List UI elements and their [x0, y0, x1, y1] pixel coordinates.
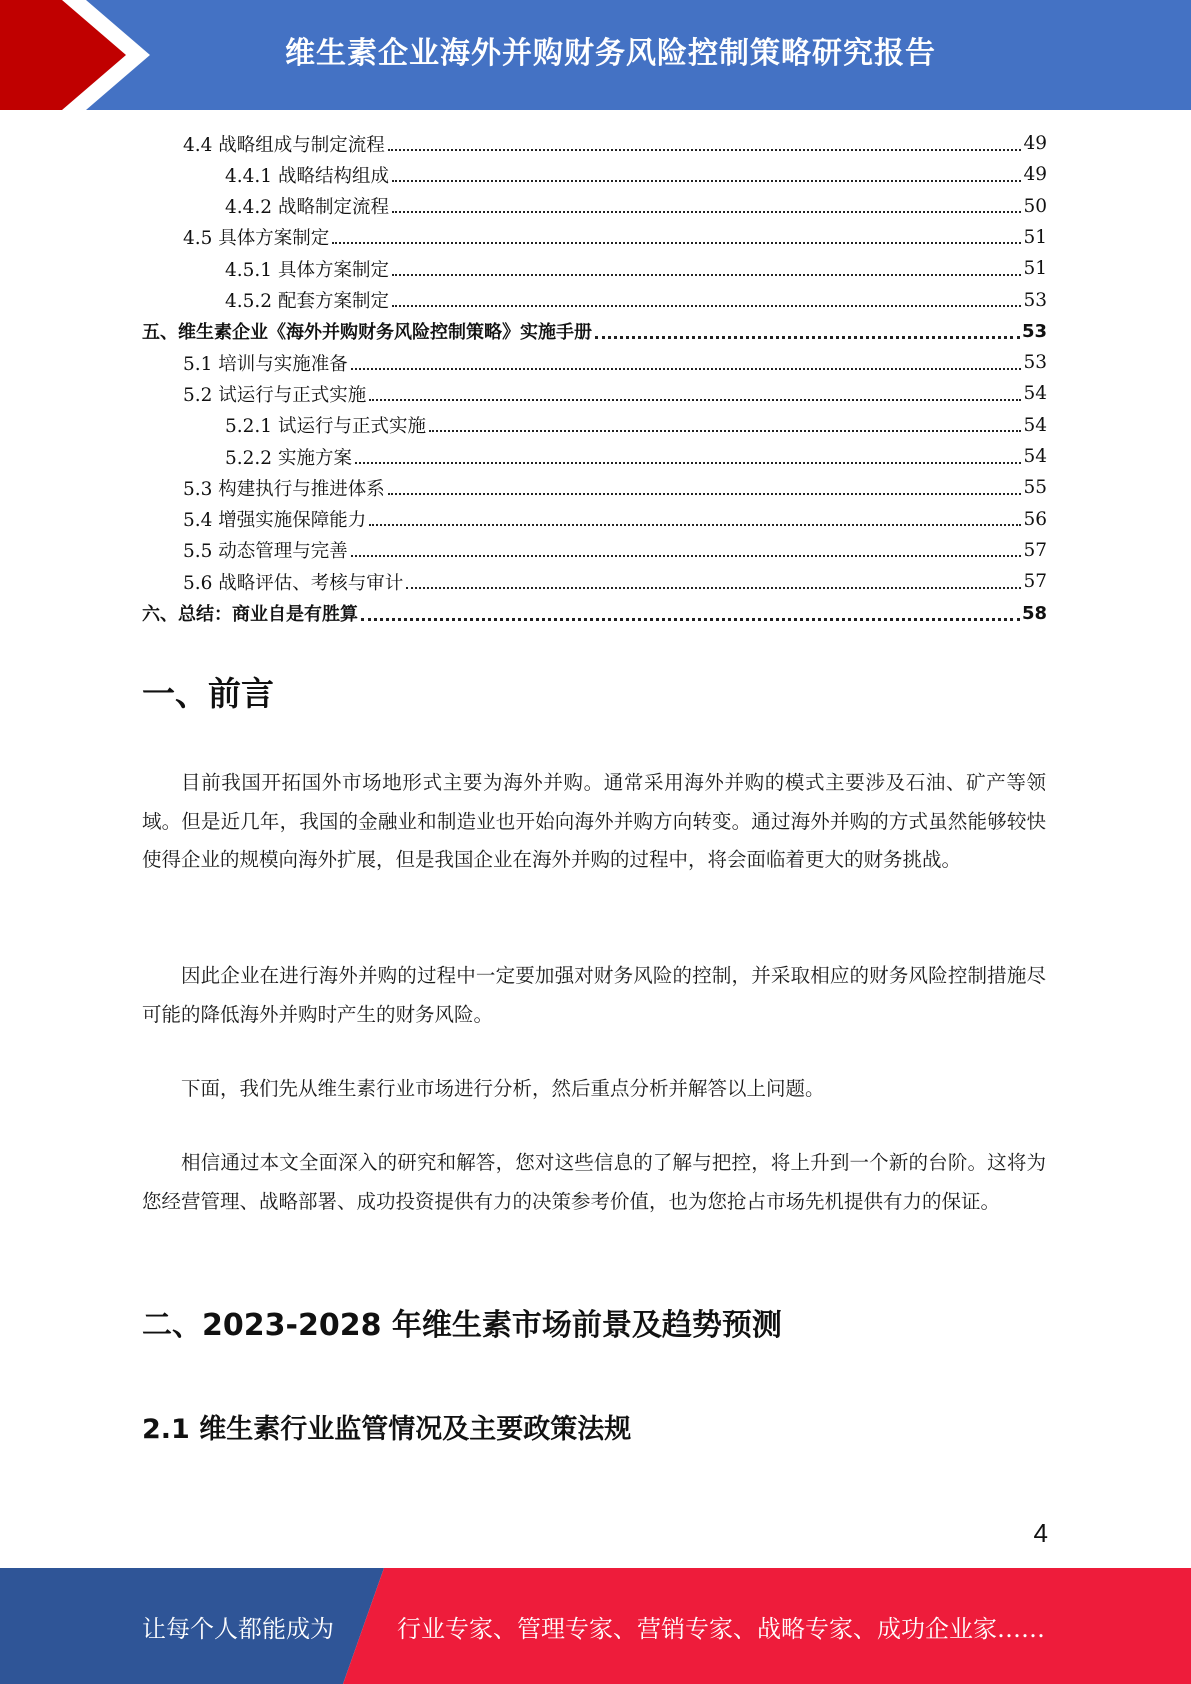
toc-entry-page: 50: [1023, 195, 1047, 217]
toc-entry[interactable]: [225, 410, 1047, 441]
paragraph: 目前我国开拓国外市场地形式主要为海外并购。通常采用海外并购的模式主要涉及石油、矿产等领域。但是近几年，我国的金融业和制造业也开始向海外并购方向转变。通过海外并购的方式虽然能够较快使得企业的规模向海外扩展，但是我国企业在海外并购的过程中，将会面临着更大的财务挑战。: [142, 771, 1046, 871]
toc-entry-label: 4.5.2 配套方案制定: [225, 291, 389, 312]
report-title: 维生素企业海外并购财务风险控制策略研究报告: [285, 36, 936, 71]
toc-entry-label: 5.4 增强实施保障能力: [183, 510, 367, 532]
toc-entry[interactable]: [183, 128, 1047, 159]
toc-entry-label: 5.2.1 试运行与正式实施: [225, 416, 426, 438]
toc-entry-label: 4.5 具体方案制定: [183, 228, 330, 250]
toc-leader-dots: [429, 430, 1021, 432]
toc-entry-page: 49: [1023, 164, 1047, 186]
toc-entry-page: 53: [1021, 320, 1047, 342]
toc-entry-label: 4.4.2 战略制定流程: [225, 197, 389, 219]
toc-leader-dots: [332, 242, 1021, 244]
toc-entry-page: 53: [1023, 352, 1047, 374]
toc-entry-label: 五、维生素企业《海外并购财务风险控制策略》实施手册: [142, 322, 592, 344]
toc-entry[interactable]: [183, 566, 1047, 597]
toc-entry[interactable]: [183, 222, 1047, 253]
toc-entry-label: 5.2.2 实施方案: [225, 447, 352, 469]
toc-leader-dots: [351, 555, 1022, 557]
toc-entry-page: 54: [1023, 446, 1047, 467]
toc-leader-dots: [355, 462, 1022, 464]
toc-entry[interactable]: [142, 316, 1047, 347]
toc-leader-dots: [369, 399, 1021, 401]
paragraph: 因此企业在进行海外并购的过程中一定要加强对财务风险的控制，并采取相应的财务风险控制措施尽可能的降低海外并购时产生的财务风险。: [142, 964, 1046, 1026]
toc-leader-dots: [388, 493, 1022, 495]
toc-leader-dots: [392, 274, 1021, 276]
toc-entry-label: 5.2 试运行与正式实施: [183, 384, 367, 406]
toc-entry-page: 55: [1023, 477, 1047, 499]
toc-entry-label: 4.4 战略组成与制定流程: [183, 134, 385, 156]
toc-entry[interactable]: [183, 378, 1047, 409]
chapter-title: 二、2023-2028 年维生素市场前景及趋势预测: [142, 1308, 782, 1343]
section-title: 2.1 维生素行业监管情况及主要政策法规: [142, 1414, 632, 1445]
toc-entry-label: 5.1 培训与实施准备: [183, 353, 348, 375]
toc-leader-dots: [595, 336, 1020, 339]
toc-entry[interactable]: [225, 253, 1047, 284]
toc-entry-page: 51: [1023, 226, 1047, 248]
paragraph: 下面，我们先从维生素行业市场进行分析，然后重点分析并解答以上问题。: [181, 1077, 825, 1100]
section-title-preface: 一、前言: [142, 674, 274, 713]
toc-entry[interactable]: [183, 347, 1047, 378]
toc-entry-page: 51: [1023, 258, 1047, 280]
toc-entry-page: 54: [1023, 414, 1047, 436]
toc-leader-dots: [388, 149, 1022, 151]
toc-entry-page: 54: [1023, 383, 1047, 405]
toc-entry-label: 4.4.1 战略结构组成: [225, 165, 389, 187]
toc-entry-label: 六、总结：商业自是有胜算: [142, 604, 358, 625]
toc-entry-page: 57: [1023, 539, 1047, 561]
toc-entry[interactable]: [225, 441, 1047, 472]
footer-slogan: 让每个人都能成为: [142, 1614, 334, 1643]
toc-entry-label: 4.5.1 具体方案制定: [225, 259, 389, 281]
toc-leader-dots: [392, 211, 1021, 213]
toc-leader-dots: [369, 524, 1021, 526]
toc-leader-dots: [392, 180, 1021, 182]
toc-leader-dots: [392, 305, 1021, 307]
page-header: [0, 0, 1191, 110]
toc-entry[interactable]: [183, 504, 1047, 535]
toc-entry-page: 57: [1023, 571, 1047, 593]
page-footer: [0, 1568, 1191, 1684]
toc-leader-dots: [406, 587, 1021, 589]
page-number: 4: [1033, 1518, 1048, 1548]
toc-entry[interactable]: [225, 285, 1047, 316]
toc-entry-label: 5.3 构建执行与推进体系: [183, 478, 385, 500]
toc-leader-dots: [351, 368, 1022, 370]
toc-entry-page: 53: [1023, 289, 1047, 311]
footer-roles: 行业专家、管理专家、营销专家、战略专家、成功企业家……: [397, 1614, 1045, 1643]
toc-entry[interactable]: [183, 535, 1047, 566]
toc-entry-page: 58: [1021, 602, 1047, 624]
toc-entry-page: 49: [1023, 133, 1047, 154]
paragraph: 相信通过本文全面深入的研究和解答，您对这些信息的了解与把控，将上升到一个新的台阶。这将为您经营管理、战略部署、成功投资提供有力的决策参考价值，也为您抢占市场先机提供有力的保证。: [142, 1151, 1046, 1213]
toc-entry-label: 5.6 战略评估、考核与审计: [183, 572, 404, 594]
toc-entry[interactable]: [225, 159, 1047, 190]
toc-leader-dots: [361, 618, 1020, 621]
toc-entry[interactable]: [183, 472, 1047, 503]
toc-entry[interactable]: [142, 598, 1047, 629]
toc-entry-page: 56: [1023, 508, 1047, 530]
toc-entry[interactable]: [225, 191, 1047, 222]
toc-entry-label: 5.5 动态管理与完善: [183, 541, 348, 563]
